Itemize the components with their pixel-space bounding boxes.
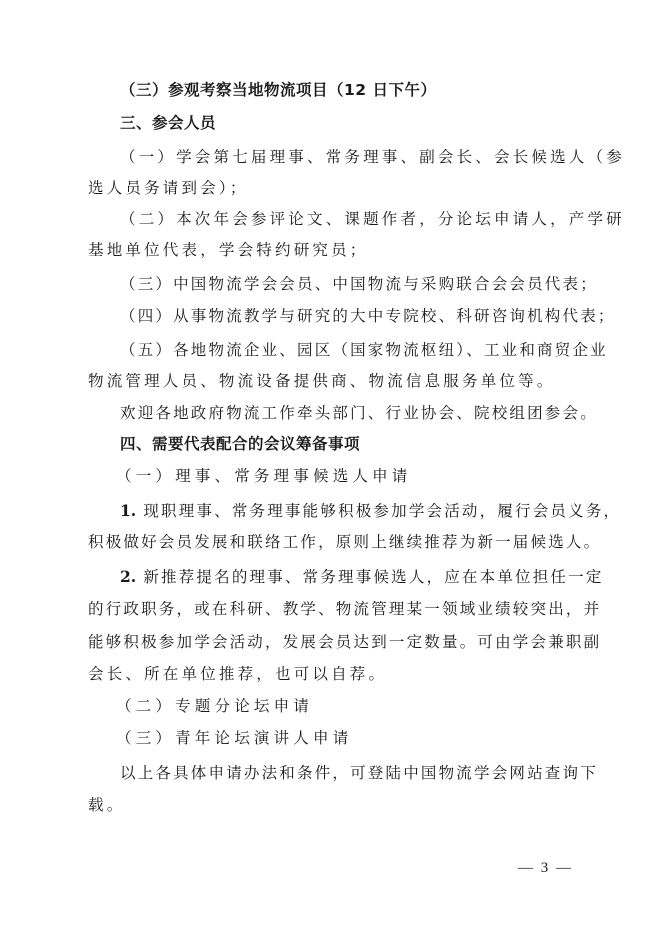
paragraph-line: （一）学会第七届理事、常务理事、副会长、会长候选人（参 (120, 148, 625, 166)
paragraph-line: 载。 (88, 796, 126, 814)
numbered-item-1 (120, 501, 622, 521)
item-number: 2. (120, 567, 137, 586)
section-heading-preparation: 四、需要代表配合的会议筹备事项 (120, 435, 361, 453)
paragraph-line: 欢迎各地政府物流工作牵头部门、行业协会、院校组团参会。 (120, 404, 598, 422)
paragraph-line: （四）从事物流教学与研究的大中专院校、科研咨询机构代表； (120, 307, 616, 325)
paragraph-line: 积极做好会员发展和联络工作，原则上继续推荐为新一届候选人。 (88, 533, 602, 551)
subheading-forum: （二）专题分论坛申请 (116, 697, 314, 715)
paragraph-line: 能够积极参加学会活动，发展会员达到一定数量。可由学会兼职副 (88, 633, 602, 651)
item-number: 1. (120, 501, 137, 520)
section-heading-attendees: 三、参会人员 (120, 114, 217, 132)
paragraph-line: （二）本次年会参评论文、课题作者，分论坛申请人，产学研 (120, 210, 625, 228)
page-number: — 3 — (518, 860, 573, 876)
subheading-candidates: （一）理事、常务理事候选人申请 (116, 467, 412, 485)
paragraph-line: 的行政职务，或在科研、教学、物流管理某一领域业绩较突出，并 (88, 600, 602, 618)
paragraph-line: 以上各具体申请办法和条件，可登陆中国物流学会网站查询下 (120, 764, 598, 782)
subheading-site-visit: （三）参观考察当地物流项目（12 日下午） (120, 81, 437, 99)
numbered-item-2 (120, 567, 604, 587)
paragraph-line: （三）中国物流学会会员、中国物流与采购联合会会员代表； (120, 275, 598, 293)
paragraph-line: 物流管理人员、物流设备提供商、物流信息服务单位等。 (88, 372, 556, 390)
subheading-youth-forum: （三）青年论坛演讲人申请 (116, 729, 353, 747)
paragraph-line: （五）各地物流企业、园区（国家物流枢纽）、工业和商贸企业 (120, 341, 608, 359)
item-text: 现职理事、常务理事能够积极参加学会活动，履行会员义务， (143, 502, 622, 520)
item-text: 新推荐提名的理事、常务理事候选人，应在本单位担任一定 (143, 568, 604, 586)
paragraph-line: 基地单位代表，学会特约研究员； (88, 241, 369, 259)
paragraph-line: 会长、所在单位推荐，也可以自荐。 (88, 665, 388, 683)
paragraph-line: 选人员务请到会）； (88, 179, 249, 197)
